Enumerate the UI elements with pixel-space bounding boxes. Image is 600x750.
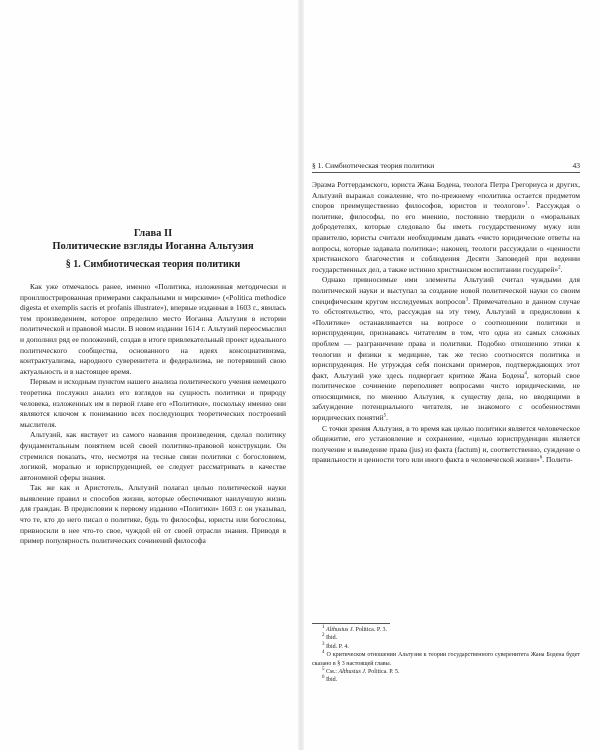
paragraph-text: Эразма Роттердамского, юриста Жана Бодена, теолога Петра Грегориуса и других, Альтузий выражал сожаление, что по-прежнему «политика остается предметом споров преимущественно философов, юристов и теологов» bbox=[312, 180, 580, 211]
paragraph: Альтузий, как явствует из самого названия произведения, сделал политику фундаментальным понятием всей своей политико-правовой конструкции. Он стремился показать, что, несмотря на тесные связи политики с богословием, логикой, моралью и юриспруденцией, ее следует рассматривать в качестве автономной сферы знания. bbox=[20, 430, 286, 482]
footnote-number: 3 bbox=[322, 641, 325, 647]
paragraph-text: Однако привносимые ими элементы Альтузий считал чуждыми для политической науки и выступал за создание новой политической науки со своим специфическим кругом исследуемых вопросов bbox=[312, 275, 580, 306]
page-number: 43 bbox=[572, 161, 580, 170]
footnote-ref: 1 bbox=[525, 201, 528, 207]
footnote bbox=[312, 651, 580, 668]
footnote-ref: 3 bbox=[465, 297, 469, 303]
paragraph bbox=[312, 180, 580, 275]
paragraph-text: , который свое политическое сочинение переполняет вопросами чисто юридическими, не относящимися, по мнению Альтузия, к существу дела, но вводящими в заблуждение потенциального читателя, не знакомого с особенностями юридических понятий bbox=[312, 370, 580, 423]
right-page-body bbox=[312, 180, 580, 466]
paragraph: Первым и исходным пунктом нашего анализа политического учения немецкого теоретика послужил анализ его взглядов на сущность политики и природу человека, изложенных им в первой главе его «Политики», поскольку именно они являются ключом к пониманию всех последующих теоретических построений мыслителя. bbox=[20, 377, 286, 429]
footnote bbox=[312, 668, 580, 676]
paragraph-text: . Примечательно в данном случае то обстоятельство, что, рассуждая на эту тему, Альтузий в предисловии к «Политике» останавливается на вопросе о соотношении политики и юриспруденции, признаваясь читателям в том, что одна из самых сложных проблем — разграничение права и политики. Подобно отношению этики к теологии и физики к медицине, так же тесно соотносятся политика и юриспруденция. Не утруждая себя поисками примеров, подтверждающих этот факт, Альтузий уже здесь подвергает критике Жана Бодена bbox=[312, 296, 580, 380]
footnote-text: Politica. P. 3. bbox=[354, 627, 388, 633]
footnote-text: Politica. P. 5. bbox=[366, 669, 400, 676]
footnote bbox=[312, 643, 580, 651]
footnote-author: Althusius J. bbox=[338, 669, 367, 676]
footnote-divider bbox=[312, 623, 390, 624]
footnote bbox=[312, 626, 580, 634]
paragraph-text: . Полити- bbox=[542, 455, 573, 465]
chapter-title: Глава II bbox=[133, 228, 173, 239]
paragraph bbox=[312, 275, 580, 423]
paragraph-text: . bbox=[386, 413, 389, 423]
footnote-number: 2 bbox=[322, 633, 325, 639]
footnote-text: Ibid. bbox=[324, 635, 338, 642]
running-head bbox=[312, 160, 580, 173]
footnote-author: Althusius J. bbox=[326, 627, 354, 633]
footnote-number: 5 bbox=[322, 667, 325, 673]
chapter-subtitle: Политические взгляды Иоганна Альтузия bbox=[52, 241, 254, 252]
footnote-text: О критическом отношении Альтузия к теории государственного суверенитета Жана Бодена будет сказано в § 3 настоящей главы. bbox=[312, 652, 580, 667]
running-head-title: § 1. Симбиотическая теория политики bbox=[312, 161, 435, 170]
footnote-ref: 2 bbox=[558, 265, 561, 271]
book-gutter bbox=[298, 0, 304, 750]
left-page-body bbox=[20, 282, 286, 547]
footnotes bbox=[312, 626, 580, 685]
footnote bbox=[312, 676, 580, 684]
footnote-number: 1 bbox=[322, 625, 325, 630]
footnote-text: Ibid. P. 4. bbox=[324, 643, 349, 650]
footnote bbox=[312, 634, 580, 642]
paragraph-text: . Рассуждая о политике, философы, по его мнению, постоянно твердили о «моральных добродетелях, которые следовало бы иметь государственному мужу или правителю, юристы считали необходимым давать «чисто юридические ответы на вопросы, которые задавала политика»; наконец, теологи рассуждали о «ценности христианского благочестия и соблюдения Десяти Заповедей при ведении государственных дел, а также истинно христианском воспитании государей» bbox=[312, 201, 580, 274]
paragraph: Как уже отмечалось ранее, именно «Политика, изложенная методически и проиллюстрированная примерами сакральными и мирскими» («Politica methodice digesta et exemplis sacris et profanis illustrate»), впервые изданная в 1603 г., явилась тем произведением, которое определило место Иоганна Альтузия в истории политической и правовой мысли. В новом издании 1614 г. Альтузий переосмыслил и дополнил ряд ее положений, создав в итоге привлекательный проект идеального политического сообщества, основанного на идеях консоциативизма, контрактуализма, народного суверенитета и федерализма, не потерявший свою актуальность и в настоящее время. bbox=[20, 282, 286, 376]
section-title: § 1. Симбиотическая теория политики bbox=[65, 259, 241, 270]
paragraph bbox=[312, 424, 580, 466]
footnote-number: 4 bbox=[322, 650, 325, 656]
paragraph: Так же как и Аристотель, Альтузий полагал целью политической науки выявление правил и способов жизни, которые обеспечивают наилучшую жизнь для граждан. В предисловии к первому изданию «Политики» 1603 г. он указывал, что те, кто до него писал о политике, будь то философы, юристы или богословы, привносили в нее что-то свое, чуждой ей от своей отрасли знания. Приводя в пример популярность политических сочинений философа bbox=[20, 483, 286, 546]
footnote-ref: 6 bbox=[539, 455, 543, 461]
chapter-heading bbox=[20, 227, 286, 253]
footnote-text: Ibid. bbox=[324, 677, 338, 684]
footnote-number: 6 bbox=[322, 675, 325, 681]
footnote-prefix: См.: bbox=[324, 669, 339, 676]
footnote-ref: 4 bbox=[524, 371, 527, 377]
paragraph-text: С точки зрения Альтузия, в то время как целью политики является человеческое общежитие, его установление и сохранение, «целью юриспруденции является получение и выведение права (jus) из факта (factum) и, соответственно, суждение о правильности и ценности того или иного факта в человеческой жизни» bbox=[312, 423, 580, 465]
paragraph-text: . bbox=[560, 264, 563, 274]
footnote-ref: 5 bbox=[383, 413, 387, 419]
